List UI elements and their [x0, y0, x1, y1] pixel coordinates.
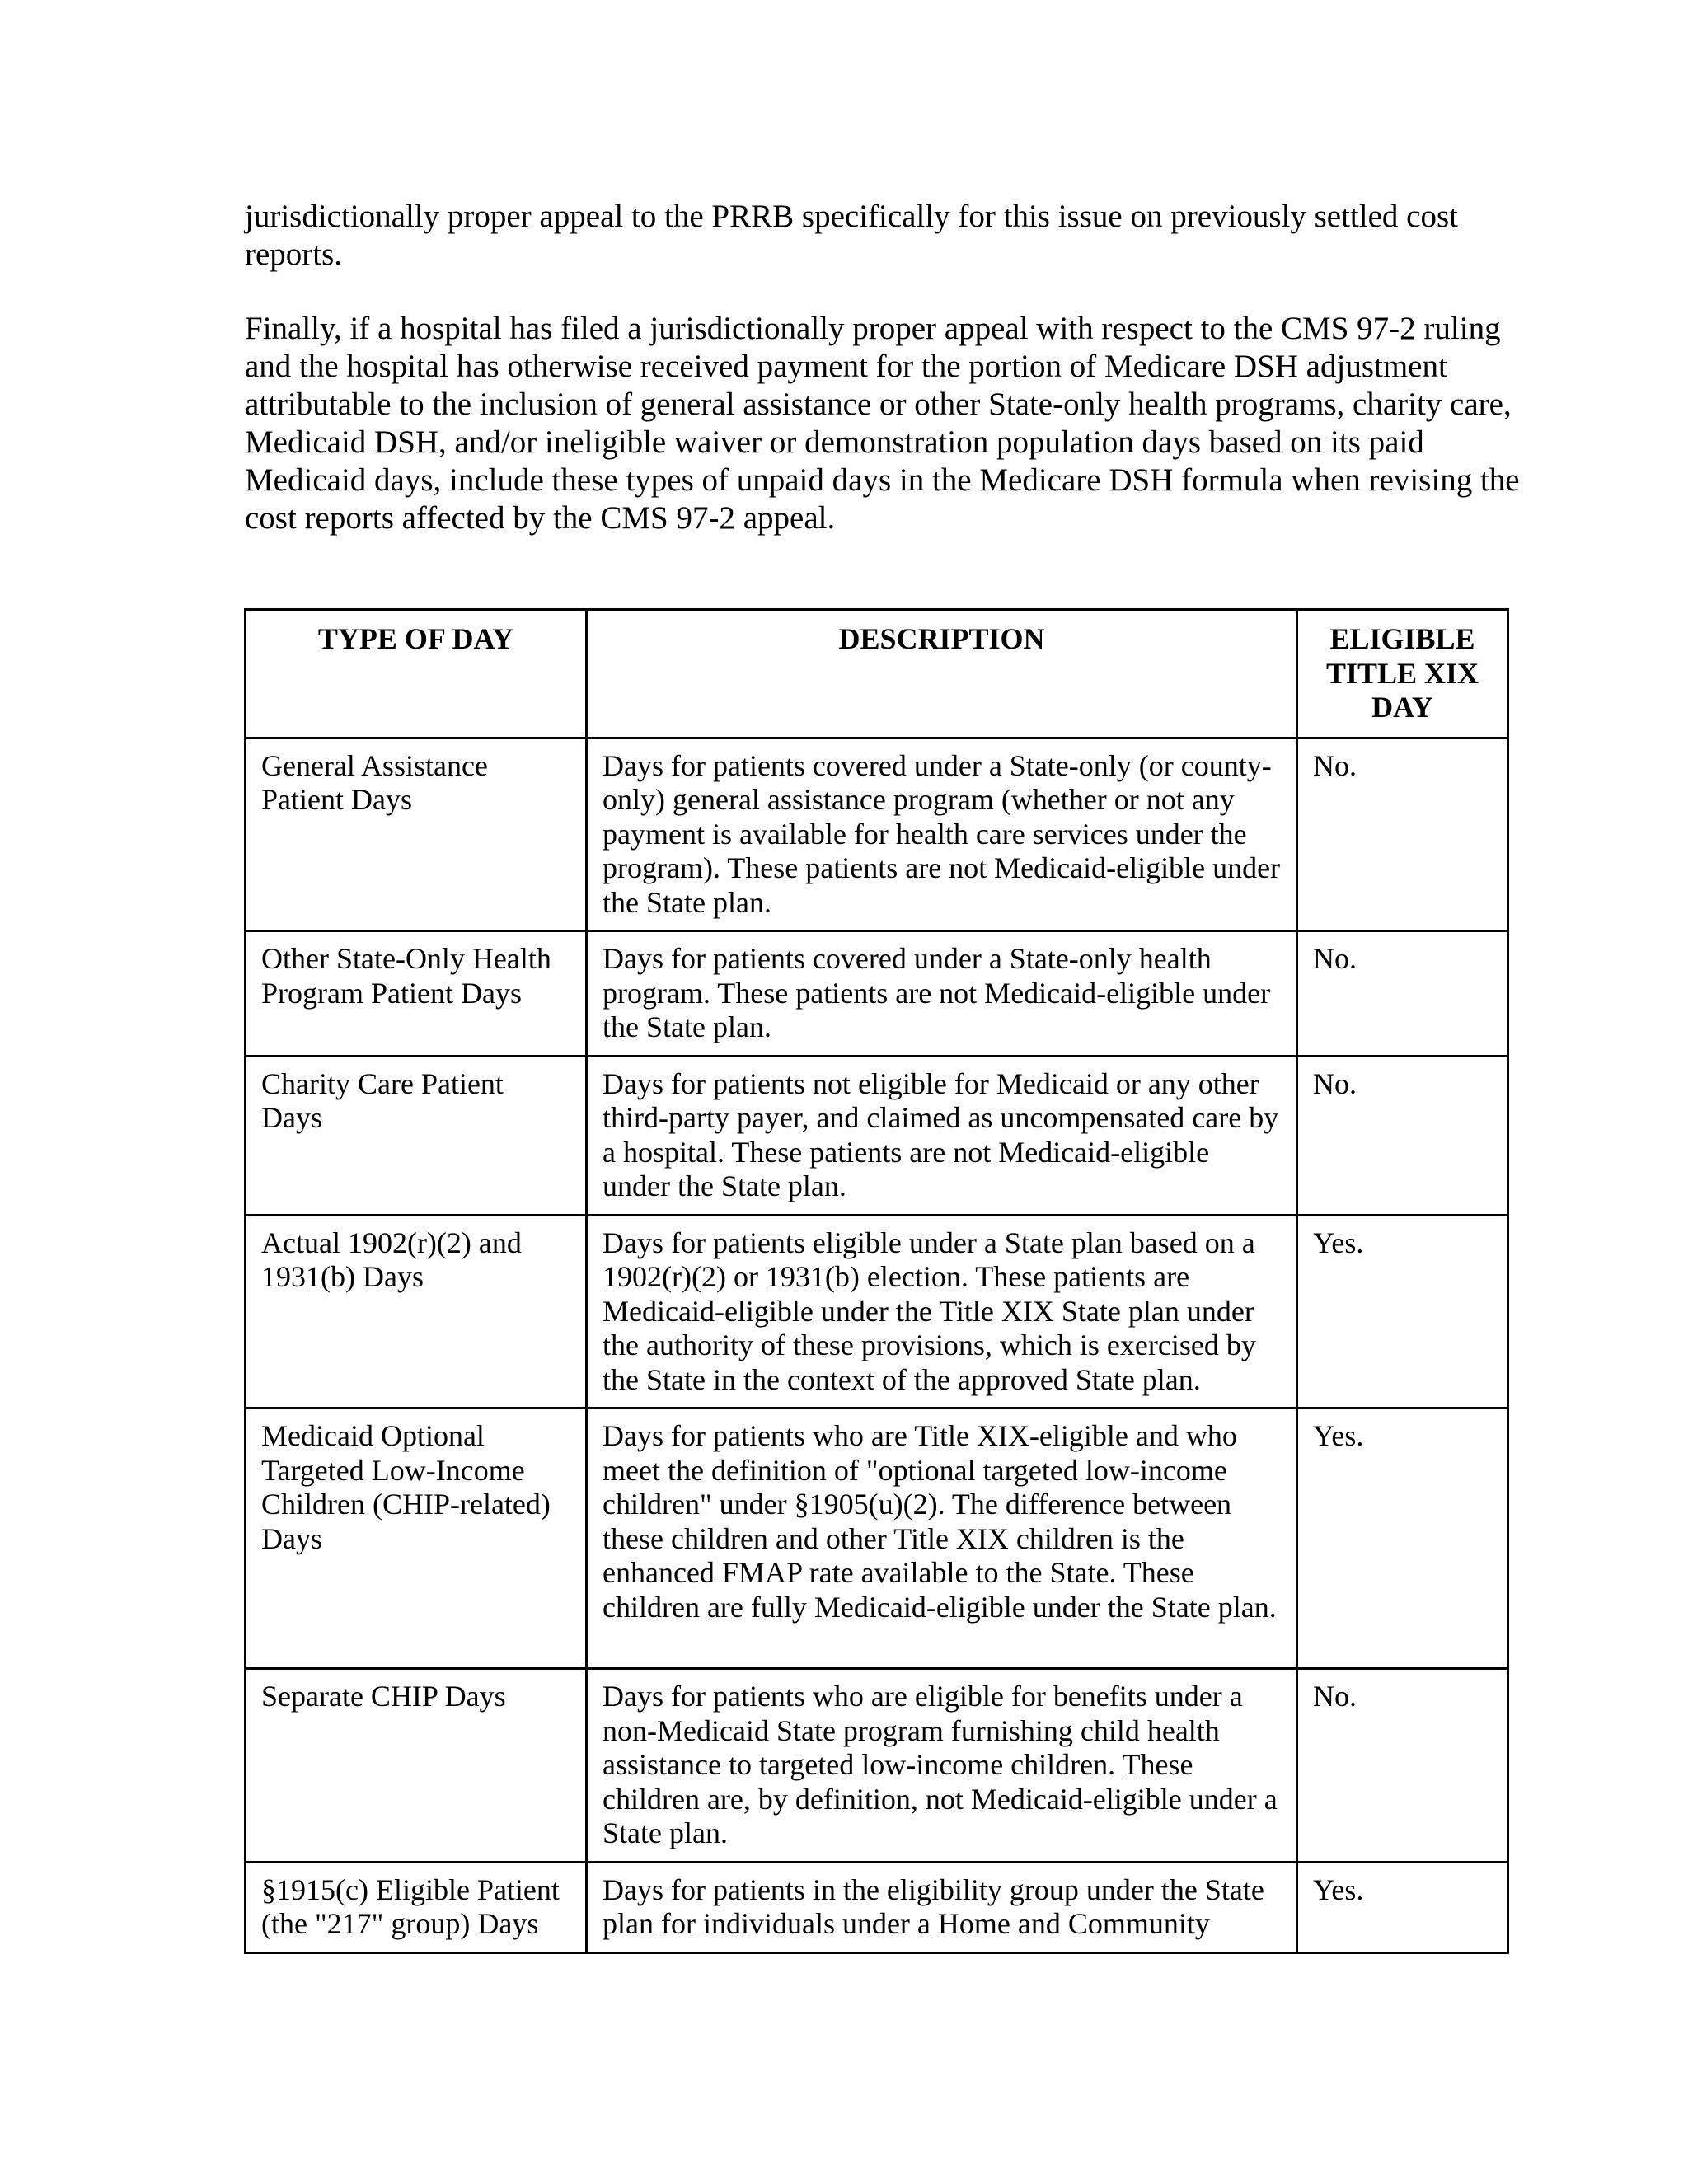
- cell-eligible: No.: [1297, 1669, 1508, 1863]
- cell-description: Days for patients covered under a State-only health program. These patients are not Medicaid-eligible under the State plan.: [587, 931, 1297, 1057]
- cell-description: Days for patients in the eligibility group under the State plan for individuals under a Home and Community: [587, 1862, 1297, 1952]
- cell-type-of-day: §1915(c) Eligible Patient (the "217" group) Days: [246, 1862, 587, 1952]
- table-row: [246, 1408, 1508, 1669]
- table-row: [246, 738, 1508, 931]
- cell-type-of-day: Actual 1902(r)(2) and 1931(b) Days: [246, 1215, 587, 1408]
- header-eligible-title-xix-day: ELIGIBLE TITLE XIX DAY: [1297, 610, 1508, 738]
- cell-description: Days for patients eligible under a State plan based on a 1902(r)(2) or 1931(b) election. These patients are Medicaid-eligible under the Title XIX State plan under the authority of these provisions, which is exercised by the State in the context of the approved State plan.: [587, 1215, 1297, 1408]
- header-type-of-day: TYPE OF DAY: [246, 610, 587, 738]
- cell-type-of-day: Medicaid Optional Targeted Low-Income Children (CHIP-related) Days: [246, 1408, 587, 1669]
- cell-description: Days for patients who are eligible for benefits under a non-Medicaid State program furnishing child health assistance to targeted low-income children. These children are, by definition, not Medicaid-eligible under a State plan.: [587, 1669, 1297, 1863]
- header-description: DESCRIPTION: [587, 610, 1297, 738]
- cell-eligible: No.: [1297, 931, 1508, 1057]
- paragraph-final-instruction: Finally, if a hospital has filed a jurisdictionally proper appeal with respect to the CMS 97-2 ruling and the hospital has otherwise received payment for the portion of Medicare DSH adjustment attributable to the inclusion of general assistance or other State-only health programs, charity care, Medicaid DSH, and/or ineligible waiver or demonstration population days based on its paid Medicaid days, include these types of unpaid days in the Medicare DSH formula when revising the cost reports affected by the CMS 97-2 appeal.: [245, 311, 1520, 536]
- cell-type-of-day: General Assistance Patient Days: [246, 738, 587, 931]
- cell-description: Days for patients covered under a State-only (or county-only) general assistance program (whether or not any payment is available for health care services under the program). These patients are not Medicaid-eligible under the State plan.: [587, 738, 1297, 931]
- table-row: [246, 931, 1508, 1057]
- table-row: [246, 1056, 1508, 1215]
- cell-description: Days for patients who are Title XIX-eligible and who meet the definition of "optional targeted low-income children" under §1905(u)(2). The difference between these children and other Title XIX children is the enhanced FMAP rate available to the State. These children are fully Medicaid-eligible under the State plan.: [587, 1408, 1297, 1669]
- day-types-table: [244, 608, 1509, 1954]
- cell-eligible: Yes.: [1297, 1862, 1508, 1952]
- paragraph-continuation: jurisdictionally proper appeal to the PRRB specifically for this issue on previously settled cost reports.: [245, 199, 1458, 272]
- cell-eligible: Yes.: [1297, 1215, 1508, 1408]
- cell-eligible: No.: [1297, 1056, 1508, 1215]
- cell-description: Days for patients not eligible for Medicaid or any other third-party payer, and claimed as uncompensated care by a hospital. These patients are not Medicaid-eligible under the State plan.: [587, 1056, 1297, 1215]
- table-header-row: [246, 610, 1508, 738]
- cell-type-of-day: Separate CHIP Days: [246, 1669, 587, 1863]
- table-row: [246, 1862, 1508, 1952]
- cell-eligible: No.: [1297, 738, 1508, 931]
- cell-type-of-day: Other State-Only Health Program Patient Days: [246, 931, 587, 1057]
- table-row: [246, 1669, 1508, 1863]
- cell-eligible: Yes.: [1297, 1408, 1508, 1669]
- cell-type-of-day: Charity Care Patient Days: [246, 1056, 587, 1215]
- table-row: [246, 1215, 1508, 1408]
